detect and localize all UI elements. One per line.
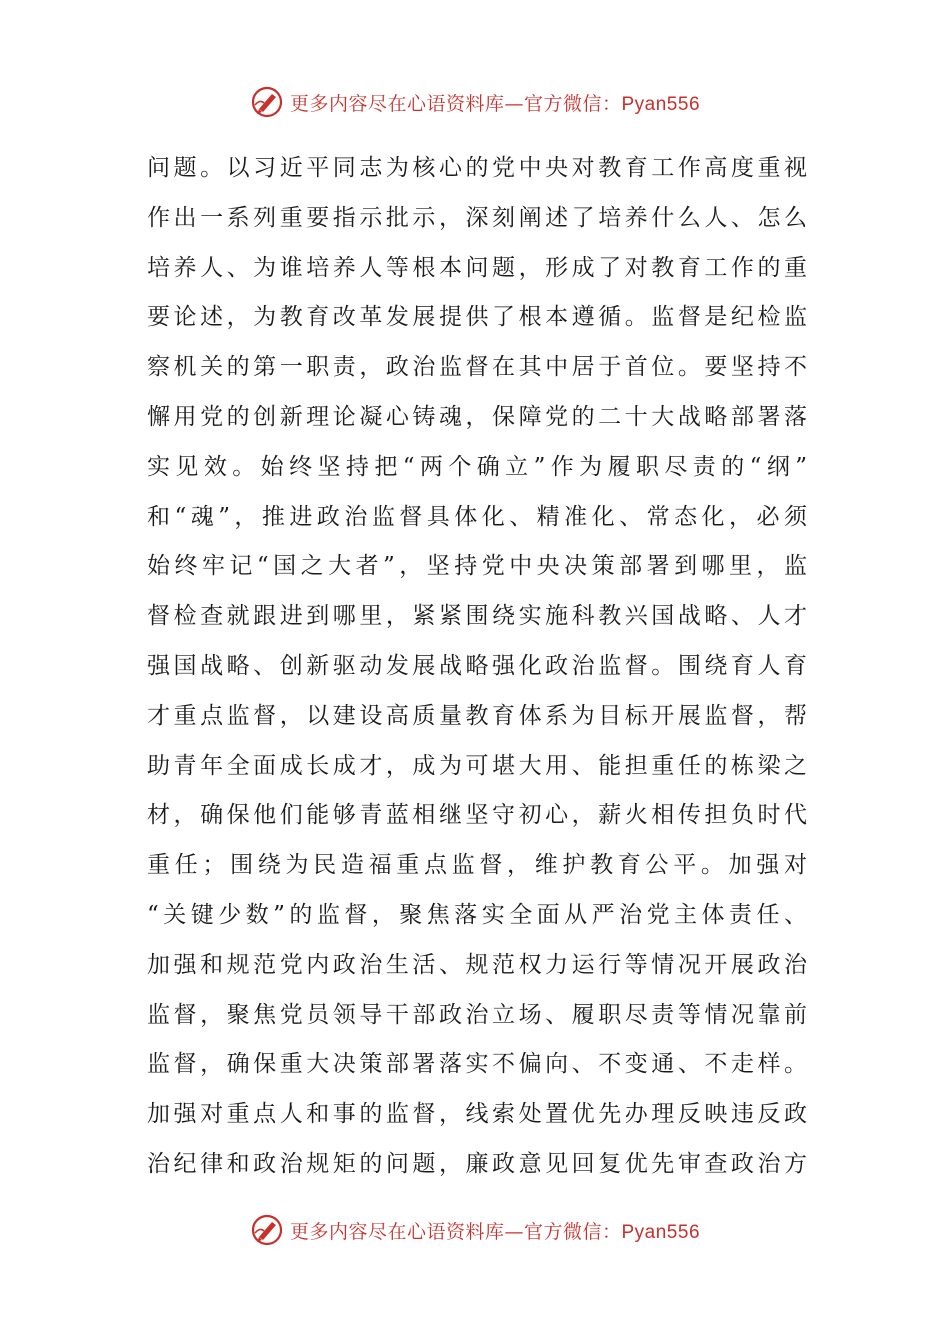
body-line: 和“魂”，推进政治监督具体化、精准化、常态化，必须 — [147, 503, 807, 530]
footer-wechat-id: Pyan556 — [621, 1221, 701, 1243]
header-banner-text: 更多内容尽在心语资料库—官方微信： — [289, 92, 622, 115]
body-line: 懈用党的创新理论凝心铸魂，保障党的二十大战略部署落 — [147, 403, 807, 430]
document-body — [147, 144, 807, 1190]
body-line: 监督，聚焦党员领导干部政治立场、履职尽责等情况靠前 — [147, 1001, 807, 1028]
body-line: “关键少数”的监督，聚焦落实全面从严治党主体责任、 — [147, 901, 807, 928]
footer-banner — [0, 1210, 950, 1250]
header-banner — [0, 82, 950, 122]
body-line: 重任；围绕为民造福重点监督，维护教育公平。加强对 — [147, 852, 807, 879]
body-line: 要论述，为教育改革发展提供了根本遵循。监督是纪检监 — [147, 304, 807, 331]
body-line: 治纪律和政治规矩的问题，廉政意见回复优先审查政治方 — [147, 1150, 807, 1177]
body-line: 材，确保他们能够青蓝相继坚守初心，薪火相传担负时代 — [147, 802, 807, 829]
body-line: 察机关的第一职责，政治监督在其中居于首位。要坚持不 — [147, 354, 807, 381]
body-line: 助青年全面成长成才，成为可堪大用、能担重任的栋梁之 — [147, 752, 807, 779]
body-line: 始终牢记“国之大者”，坚持党中央决策部署到哪里，监 — [147, 553, 807, 580]
body-line: 培养人、为谁培养人等根本问题，形成了对教育工作的重 — [147, 254, 807, 281]
body-line: 才重点监督，以建设高质量教育体系为目标开展监督，帮 — [147, 702, 807, 729]
body-line: 督检查就跟进到哪里，紧紧围绕实施科教兴国战略、人才 — [147, 603, 807, 630]
body-line: 问题。以习近平同志为核心的党中央对教育工作高度重视 — [147, 155, 807, 181]
body-line: 强国战略、创新驱动发展战略强化政治监督。围绕育人育 — [147, 652, 807, 679]
footer-banner-text: 更多内容尽在心语资料库—官方微信： — [289, 1220, 622, 1243]
body-line: 实见效。始终坚持把“两个确立”作为履职尽责的“纲” — [147, 453, 807, 480]
pen-circle-logo-icon — [250, 85, 284, 119]
body-line: 作出一系列重要指示批示，深刻阐述了培养什么人、怎么 — [147, 204, 807, 231]
body-line: 加强和规范党内政治生活、规范权力运行等情况开展政治 — [147, 951, 807, 978]
body-line: 监督，确保重大决策部署落实不偏向、不变通、不走样。 — [147, 1051, 807, 1078]
pen-circle-logo-icon — [250, 1213, 284, 1247]
body-line: 加强对重点人和事的监督，线索处置优先办理反映违反政 — [147, 1101, 807, 1128]
header-wechat-id: Pyan556 — [621, 93, 701, 115]
